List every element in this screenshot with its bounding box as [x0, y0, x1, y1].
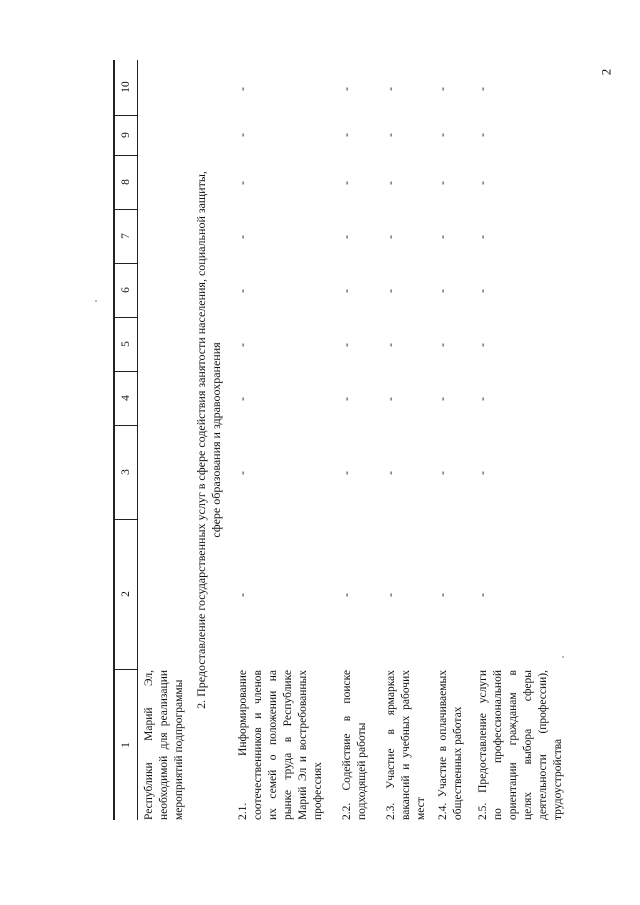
header-col-6: 6 [115, 263, 137, 318]
table-row [382, 60, 434, 820]
cell-value: - [437, 133, 449, 137]
cell-value: - [341, 289, 353, 293]
cell-value: - [341, 87, 353, 91]
row-label: 2.4. Участие в оплачиваемых общественных работах [437, 670, 464, 820]
scan-speck [562, 656, 564, 658]
cell-value: - [437, 343, 449, 347]
cell-value: - [341, 343, 353, 347]
cell-value: - [237, 471, 249, 475]
cell-value: - [385, 87, 397, 91]
cell-value: - [385, 397, 397, 401]
table-row [232, 60, 338, 820]
header-col-9: 9 [115, 115, 137, 156]
cell-value: - [477, 343, 489, 347]
cell-value: - [477, 593, 489, 597]
table-header-row [113, 60, 138, 820]
cell-value: - [237, 593, 249, 597]
cell-value: - [237, 87, 249, 91]
cell-value: - [437, 289, 449, 293]
cell-value: - [237, 133, 249, 137]
cell-value: - [385, 593, 397, 597]
table-row [474, 60, 574, 820]
page-number: 2 [598, 68, 614, 76]
row-label: 2.1. Информирование соотечественников и членов их семей о положении на рынке труда в Республике Марий Эл и востребованных профессиях [237, 670, 324, 820]
cell-value: - [385, 471, 397, 475]
header-col-10: 10 [115, 59, 137, 116]
cell-value: - [437, 593, 449, 597]
header-col-1: 1 [120, 742, 132, 748]
cell-value: - [237, 235, 249, 239]
rotated-table-sheet [77, 60, 637, 820]
cell-value: - [437, 471, 449, 475]
cell-value: - [437, 87, 449, 91]
cell-value: - [237, 181, 249, 185]
intro-text: Республики Марий Эл, необходимой для реализации мероприятий подпрограммы [143, 670, 185, 820]
header-col-4: 4 [115, 371, 137, 426]
cell-value: - [385, 343, 397, 347]
cell-value: - [477, 181, 489, 185]
cell-value: - [437, 397, 449, 401]
row-label: 2.3. Участие в ярмарках вакансий и учебных рабочих мест [385, 670, 427, 820]
cell-value: - [341, 235, 353, 239]
header-col-2: 2 [115, 519, 137, 670]
cell-value: - [237, 343, 249, 347]
data-table [113, 60, 574, 820]
cell-value: - [341, 397, 353, 401]
cell-value: - [477, 471, 489, 475]
cell-value: - [477, 397, 489, 401]
cell-value: - [477, 235, 489, 239]
header-col-8: 8 [115, 155, 137, 210]
row-label: 2.2. Содействие в поиске подходящей работы [341, 670, 368, 820]
scan-speck [95, 300, 97, 302]
section-heading-row [192, 60, 232, 820]
cell-value: - [341, 181, 353, 185]
cell-value: - [437, 235, 449, 239]
cell-value: - [385, 181, 397, 185]
cell-value: - [237, 397, 249, 401]
cell-value: - [385, 235, 397, 239]
header-col-3: 3 [115, 425, 137, 520]
cell-value: - [341, 133, 353, 137]
cell-value: - [385, 133, 397, 137]
cell-value: - [341, 593, 353, 597]
section-title-line-2: сфере образования и здравоохранения [209, 342, 223, 538]
table-row [338, 60, 382, 820]
cell-value: - [385, 289, 397, 293]
header-col-7: 7 [115, 209, 137, 264]
section-title-line-1: 2. Предоставление государственных услуг в сфере содействия занятости населения, социальной защиты, [194, 171, 208, 709]
table-row [434, 60, 474, 820]
cell-value: - [341, 471, 353, 475]
cell-value: - [477, 289, 489, 293]
intro-row [138, 60, 192, 820]
cell-value: - [437, 181, 449, 185]
header-col-5: 5 [115, 317, 137, 372]
row-label: 2.5. Предоставление услуги по профессиональной ориентации гражданам в целях выбора сферы деятельности (профессии), трудоустройства [477, 670, 564, 820]
cell-value: - [477, 87, 489, 91]
cell-value: - [237, 289, 249, 293]
cell-value: - [477, 133, 489, 137]
